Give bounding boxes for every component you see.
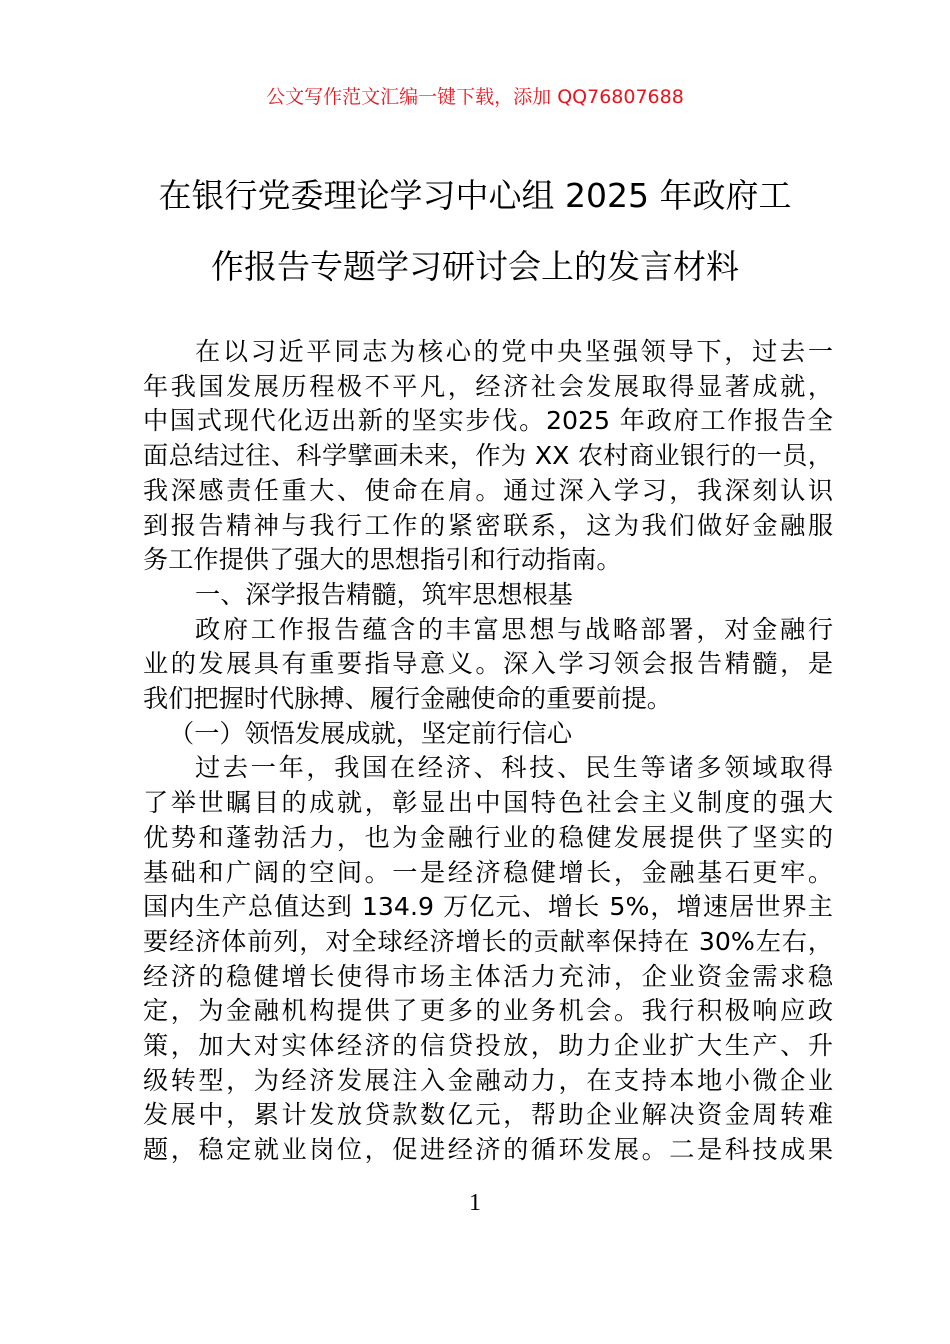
- section-heading-1: [143, 578, 833, 613]
- text-line: 题，稳定就业岗位，促进经济的循环发展。二是科技成果: [143, 1135, 833, 1165]
- document-title-line-1: 在银行党委理论学习中心组 2025 年政府工: [158, 176, 792, 215]
- text-line: 过去一年，我国在经济、科技、民生等诸多领域取得: [195, 753, 833, 783]
- paragraph-achievements: [143, 751, 833, 1167]
- text-line: 了举世瞩目的成就，彰显出中国特色社会主义制度的强大: [143, 788, 833, 818]
- text-line: 在以习近平同志为核心的党中央坚强领导下，过去一: [195, 337, 833, 366]
- text-line: 基础和广阔的空间。一是经济稳健增长，金融基石更牢。: [143, 857, 833, 887]
- heading-text: 一、深学报告精髓，筑牢思想根基: [195, 579, 573, 609]
- document-title-line-2: 作报告专题学习研讨会上的发言材料: [211, 247, 739, 286]
- text-line: 业的发展具有重要指导意义。深入学习领会报告精髓，是: [143, 649, 833, 679]
- text-line: 面总结过往、科学擘画未来，作为 XX 农村商业银行的一员，: [143, 441, 833, 471]
- page-number: 1: [469, 1190, 481, 1216]
- text-line: 策，加大对实体经济的信贷投放，助力企业扩大生产、升: [143, 1031, 833, 1061]
- text-line: 级转型，为经济发展注入金融动力，在支持本地小微企业: [143, 1065, 833, 1095]
- text-line: 优势和蓬勃活力，也为金融行业的稳健发展提供了坚实的: [143, 822, 833, 852]
- paragraph-section-1-intro: [143, 613, 833, 717]
- text-line: 发展中，累计发放贷款数亿元，帮助企业解决资金周转难: [143, 1100, 833, 1130]
- text-line: 年我国发展历程极不平凡，经济社会发展取得显著成就，: [143, 371, 833, 401]
- text-line: 定，为金融机构提供了更多的业务机会。我行积极响应政: [143, 996, 833, 1026]
- text-line: 务工作提供了强大的思想指引和行动指南。: [143, 545, 622, 575]
- text-line: 国内生产总值达到 134.9 万亿元、增长 5%，增速居世界主: [143, 892, 833, 922]
- text-line: 到报告精神与我行工作的紧密联系，这为我们做好金融服: [143, 510, 833, 540]
- text-line: 我深感责任重大、使命在肩。通过深入学习，我深刻认识: [143, 475, 833, 505]
- document-body: [143, 335, 833, 1168]
- text-line: 政府工作报告蕴含的丰富思想与战略部署，对金融行: [195, 614, 833, 644]
- text-line: 要经济体前列，对全球经济增长的贡献率保持在 30%左右，: [143, 926, 833, 956]
- text-line: 我们把握时代脉搏、履行金融使命的重要前提。: [143, 684, 672, 714]
- download-banner: 公文写作范文汇编一键下载，添加 QQ76807688: [266, 86, 684, 108]
- text-line: 经济的稳健增长使得市场主体活力充沛，企业资金需求稳: [143, 961, 833, 991]
- subheading-text: （一）领悟发展成就，坚定前行信心: [169, 718, 572, 748]
- text-line: 中国式现代化迈出新的坚实步伐。2025 年政府工作报告全: [143, 406, 833, 436]
- subsection-heading-1: [143, 717, 833, 752]
- paragraph-intro: [143, 335, 833, 578]
